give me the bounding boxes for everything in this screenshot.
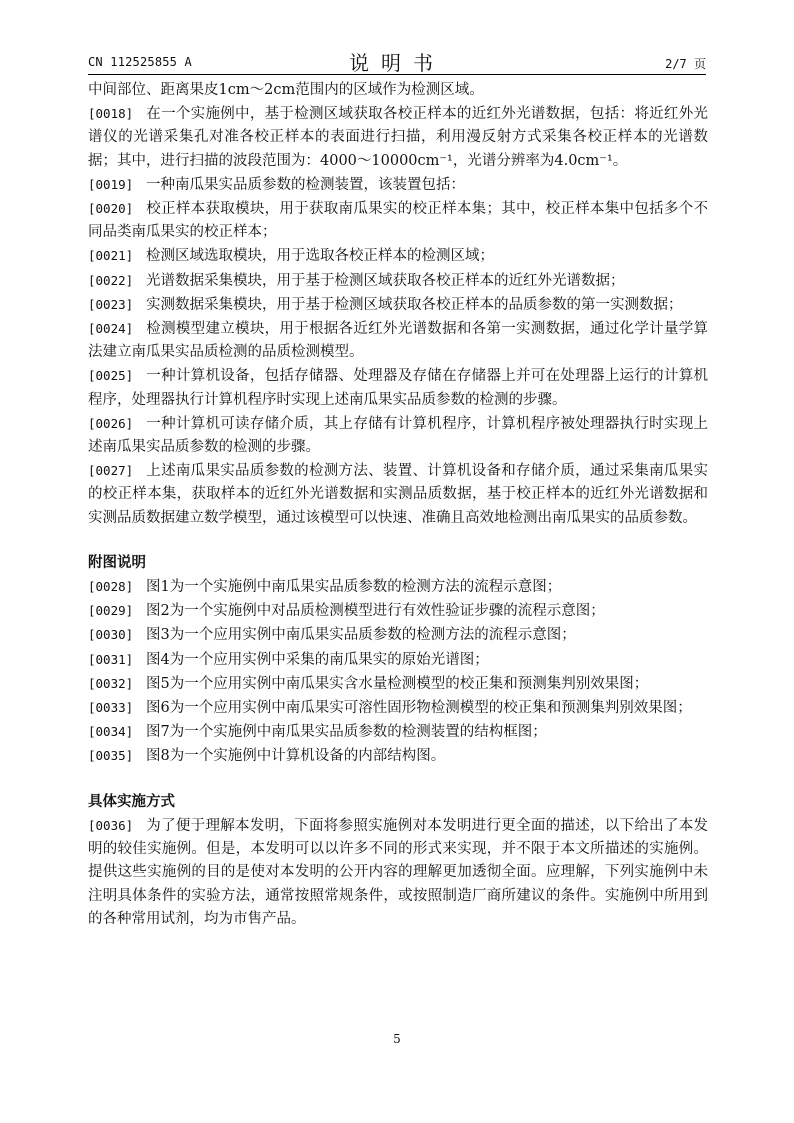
paragraph: [88, 696, 708, 720]
paragraph: [88, 575, 708, 599]
page-indicator: 2/7 页: [665, 57, 706, 71]
paragraph-text: 检测区域选取模块，用于选取各校正样本的检测区域；: [146, 248, 494, 265]
paragraph-text: 上述南瓜果实品质参数的检测方法、装置、计算机设备和存储介质，通过采集南瓜果实的校正样本集，获取样本的近红外光谱数据和实测品质数据，基于校正样本的近红外光谱数据和实测品质数据建立数学模型，通过该模型可以快速、准确且高效地检测出南瓜果实的品质参数。: [88, 463, 708, 526]
section-figures: [88, 575, 708, 769]
paragraph-text: 为了便于理解本发明，下面将参照实施例对本发明进行更全面的描述，以下给出了本发明的较佳实施例。但是，本发明可以以许多不同的形式来实现，并不限于本文所描述的实施例。提供这些实施例的目的是使对本发明的公开内容的理解更加透彻全面。应理解，下列实施例中未注明具体条件的实验方法，通常按照常规条件，或按照制造厂商所建议的条件。实施例中所用到的各种常用试剂，均为市售产品。: [88, 817, 708, 927]
paragraph-number: [0028]: [88, 579, 134, 595]
paragraph-number: [0024]: [88, 321, 134, 337]
paragraph: [88, 599, 708, 623]
page-header: [88, 47, 706, 73]
paragraph: [88, 364, 708, 411]
paragraph-text: 图1为一个实施例中南瓜果实品质参数的检测方法的流程示意图；: [146, 579, 562, 596]
paragraph: [88, 459, 708, 530]
section-heading-embodiments: 具体实施方式: [88, 793, 175, 810]
paragraph-text: 图7为一个实施例中南瓜果实品质参数的检测装置的结构框图；: [146, 724, 547, 741]
paragraph-number: [0029]: [88, 603, 134, 619]
paragraph: [88, 102, 708, 173]
paragraph: [88, 317, 708, 364]
paragraph: [88, 814, 708, 931]
paragraph: [88, 648, 708, 672]
paragraph-number: [0018]: [88, 106, 134, 122]
paragraph-text: 校正样本获取模块，用于获取南瓜果实的校正样本集；其中，校正样本集中包括多个不同品类南瓜果实的校正样本；: [88, 201, 708, 241]
paragraph-text: 中间部位、距离果皮1cm～2cm范围内的区域作为检测区域。: [88, 82, 484, 98]
page-number: 5: [393, 1032, 401, 1046]
document-title: 说明书: [349, 51, 445, 75]
paragraph-text: 一种南瓜果实品质参数的检测装置，该装置包括：: [146, 176, 465, 193]
paragraph: [88, 412, 708, 459]
paragraph-number: [0019]: [88, 176, 134, 192]
paragraph: [88, 744, 708, 768]
paragraph-number: [0035]: [88, 748, 134, 764]
paragraph-number: [0032]: [88, 675, 134, 691]
section-heading-figures: 附图说明: [88, 554, 146, 571]
header-rule: [88, 74, 706, 75]
paragraph-number: [0034]: [88, 724, 134, 740]
paragraph-number: [0033]: [88, 700, 134, 716]
paragraph: [88, 244, 708, 268]
paragraph-number: [0030]: [88, 627, 134, 643]
paragraph-text: 在一个实施例中，基于检测区域获取各校正样本的近红外光谱数据，包括：将近红外光谱仪的光谱采集孔对准各校正样本的表面进行扫描，利用漫反射方式采集各校正样本的光谱数据；其中，进行扫描的波段范围为：4000～10000cm⁻¹，光谱分辨率为4.0cm⁻¹。: [88, 106, 708, 169]
paragraph-number: [0022]: [88, 272, 134, 288]
paragraph: [88, 623, 708, 647]
paragraph-text: 图4为一个应用实例中采集的南瓜果实的原始光谱图；: [146, 651, 489, 668]
paragraph-text: 一种计算机可读存储介质，其上存储有计算机程序，计算机程序被处理器执行时实现上述南瓜果实品质参数的检测的步骤。: [88, 415, 708, 456]
paragraph-number: [0036]: [88, 817, 134, 833]
paragraph-number: [0023]: [88, 296, 134, 312]
paragraph: [88, 720, 708, 744]
paragraph: [88, 672, 708, 696]
paragraph-number: [0020]: [88, 201, 134, 217]
paragraph-number: [0031]: [88, 651, 134, 667]
paragraph: [88, 79, 708, 102]
paragraph-text: 图2为一个实施例中对品质检测模型进行有效性验证步骤的流程示意图；: [146, 603, 605, 620]
paragraph-number: [0027]: [88, 463, 134, 479]
paragraph: [88, 173, 708, 197]
paragraph-text: 图6为一个应用实例中南瓜果实可溶性固形物检测模型的校正集和预测集判别效果图；: [146, 700, 692, 717]
document-body: [88, 79, 708, 931]
paragraph-number: [0021]: [88, 248, 134, 264]
paragraph-text: 图5为一个应用实例中南瓜果实含水量检测模型的校正集和预测集判别效果图；: [146, 675, 649, 692]
paragraph-text: 一种计算机设备，包括存储器、处理器及存储在存储器上并可在处理器上运行的计算机程序，处理器执行计算机程序时实现上述南瓜果实品质参数的检测的步骤。: [88, 368, 708, 408]
document-number: CN 112525855 A: [88, 55, 192, 69]
paragraph-number: [0025]: [88, 368, 134, 384]
paragraph: [88, 293, 708, 317]
paragraph-text: 检测模型建立模块，用于根据各近红外光谱数据和各第一实测数据，通过化学计量学算法建立南瓜果实品质检测的品质检测模型。: [88, 321, 708, 361]
paragraph-text: 图3为一个应用实例中南瓜果实品质参数的检测方法的流程示意图；: [146, 627, 576, 644]
paragraph: [88, 269, 708, 293]
paragraph: [88, 197, 708, 244]
paragraph-text: 实测数据采集模块，用于基于检测区域获取各校正样本的品质参数的第一实测数据；: [146, 296, 683, 313]
paragraph-text: 光谱数据采集模块，用于基于检测区域获取各校正样本的近红外光谱数据；: [146, 272, 625, 289]
section-claims-summary: [88, 79, 708, 530]
paragraph-number: [0026]: [88, 415, 134, 431]
section-embodiments: [88, 814, 708, 931]
paragraph-text: 图8为一个实施例中计算机设备的内部结构图。: [146, 748, 446, 765]
